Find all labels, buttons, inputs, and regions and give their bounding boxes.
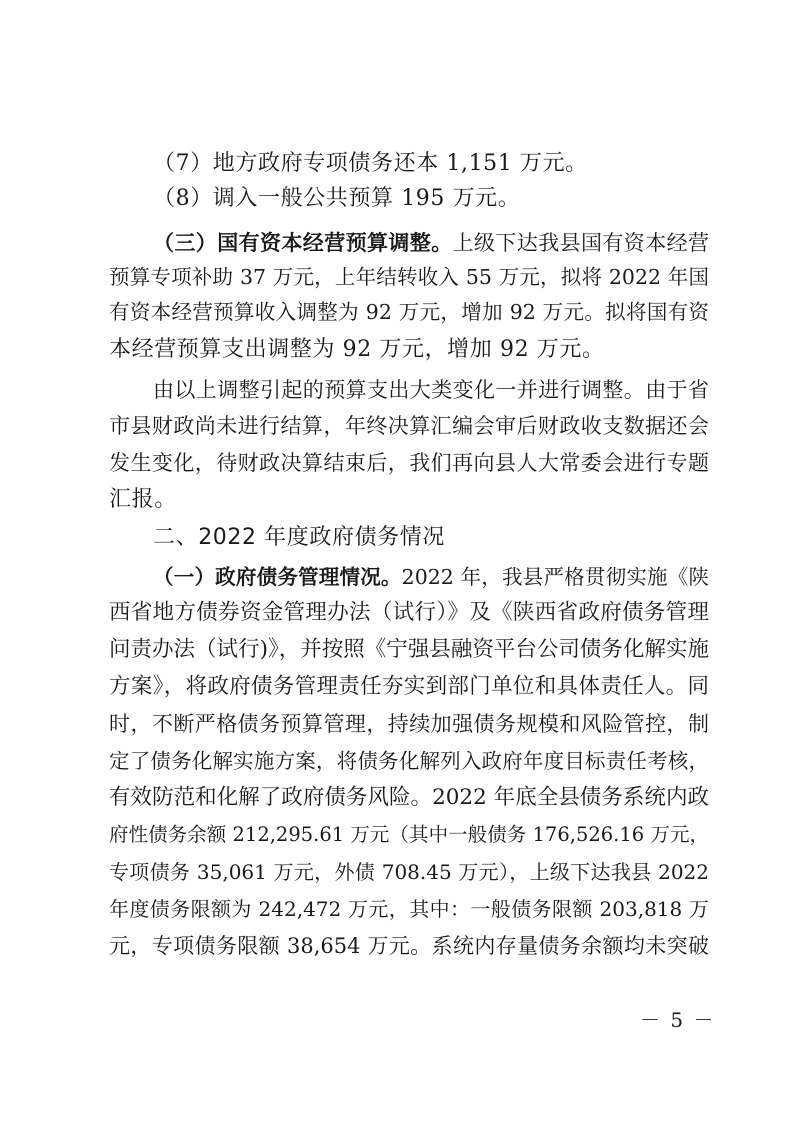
paragraph-line: 有资本经营预算收入调整为 92 万元，增加 92 万元。拟将国有资: [109, 300, 709, 324]
paragraph-line: 由以上调整引起的预算支出大类变化一并进行调整。由于省: [153, 378, 709, 402]
paragraph-line: 西省地方债券资金管理办法（试行）》及《陕西省政府债务管理: [109, 600, 709, 625]
paragraph-line: 发生变化，待财政决算结束后，我们再向县人大常委会进行专题: [109, 451, 709, 475]
section-heading: （一）政府债务管理情况。: [153, 565, 402, 589]
section-heading: （三）国有资本经营预算调整。: [153, 231, 453, 255]
paragraph-line: 年度债务限额为 242,472 万元，其中：一般债务限额 203,818 万: [109, 897, 709, 921]
paragraph-line: 市县财政尚未进行结算，年终决算汇编会审后财政收支数据还会: [109, 414, 709, 438]
paragraph-line: 问责办法（试行)》，并按照《宁强县融资平台公司债务化解实施: [109, 637, 709, 662]
paragraph-line: （7）地方政府专项债务还本 1,151 万元。: [153, 151, 588, 176]
paragraph-line: 时，不断严格债务预算管理，持续加强债务规模和风险管控，制: [109, 712, 709, 736]
section-heading-line: （三）国有资本经营预算调整。上级下达我县国有资本经营: [153, 231, 710, 255]
paragraph-line: （8）调入一般公共预算 195 万元。: [153, 186, 521, 211]
paragraph-line: 有效防范和化解了政府债务风险。2022 年底全县债务系统内政: [109, 785, 709, 810]
paragraph-line: 方案》，将政府债务管理责任夯实到部门单位和具体责任人。同: [109, 674, 709, 699]
paragraph-line: 定了债务化解实施方案，将债务化解列入政府年度目标责任考核，: [109, 749, 709, 773]
paragraph-line: 汇报。: [109, 487, 177, 512]
paragraph-line: 本经营预算支出调整为 92 万元，增加 92 万元。: [109, 337, 605, 362]
paragraph-line: 预算专项补助 37 万元，上年结转收入 55 万元，拟将 2022 年国: [109, 265, 709, 289]
paragraph-line: 元，专项债务限额 38,654 万元。系统内存量债务余额均未突破: [109, 934, 709, 958]
page-number: － 5 －: [640, 1008, 716, 1032]
paragraph-line: 专项债务 35,061 万元，外债 708.45 万元），上级下达我县 2022: [109, 860, 709, 884]
paragraph-line: 府性债务余额 212,295.61 万元（其中一般债务 176,526.16 万元，: [109, 823, 709, 846]
section-heading-line: （一）政府债务管理情况。2022 年，我县严格贯彻实施《陕: [153, 565, 709, 589]
chapter-heading: 二、2022 年度政府债务情况: [153, 525, 445, 550]
